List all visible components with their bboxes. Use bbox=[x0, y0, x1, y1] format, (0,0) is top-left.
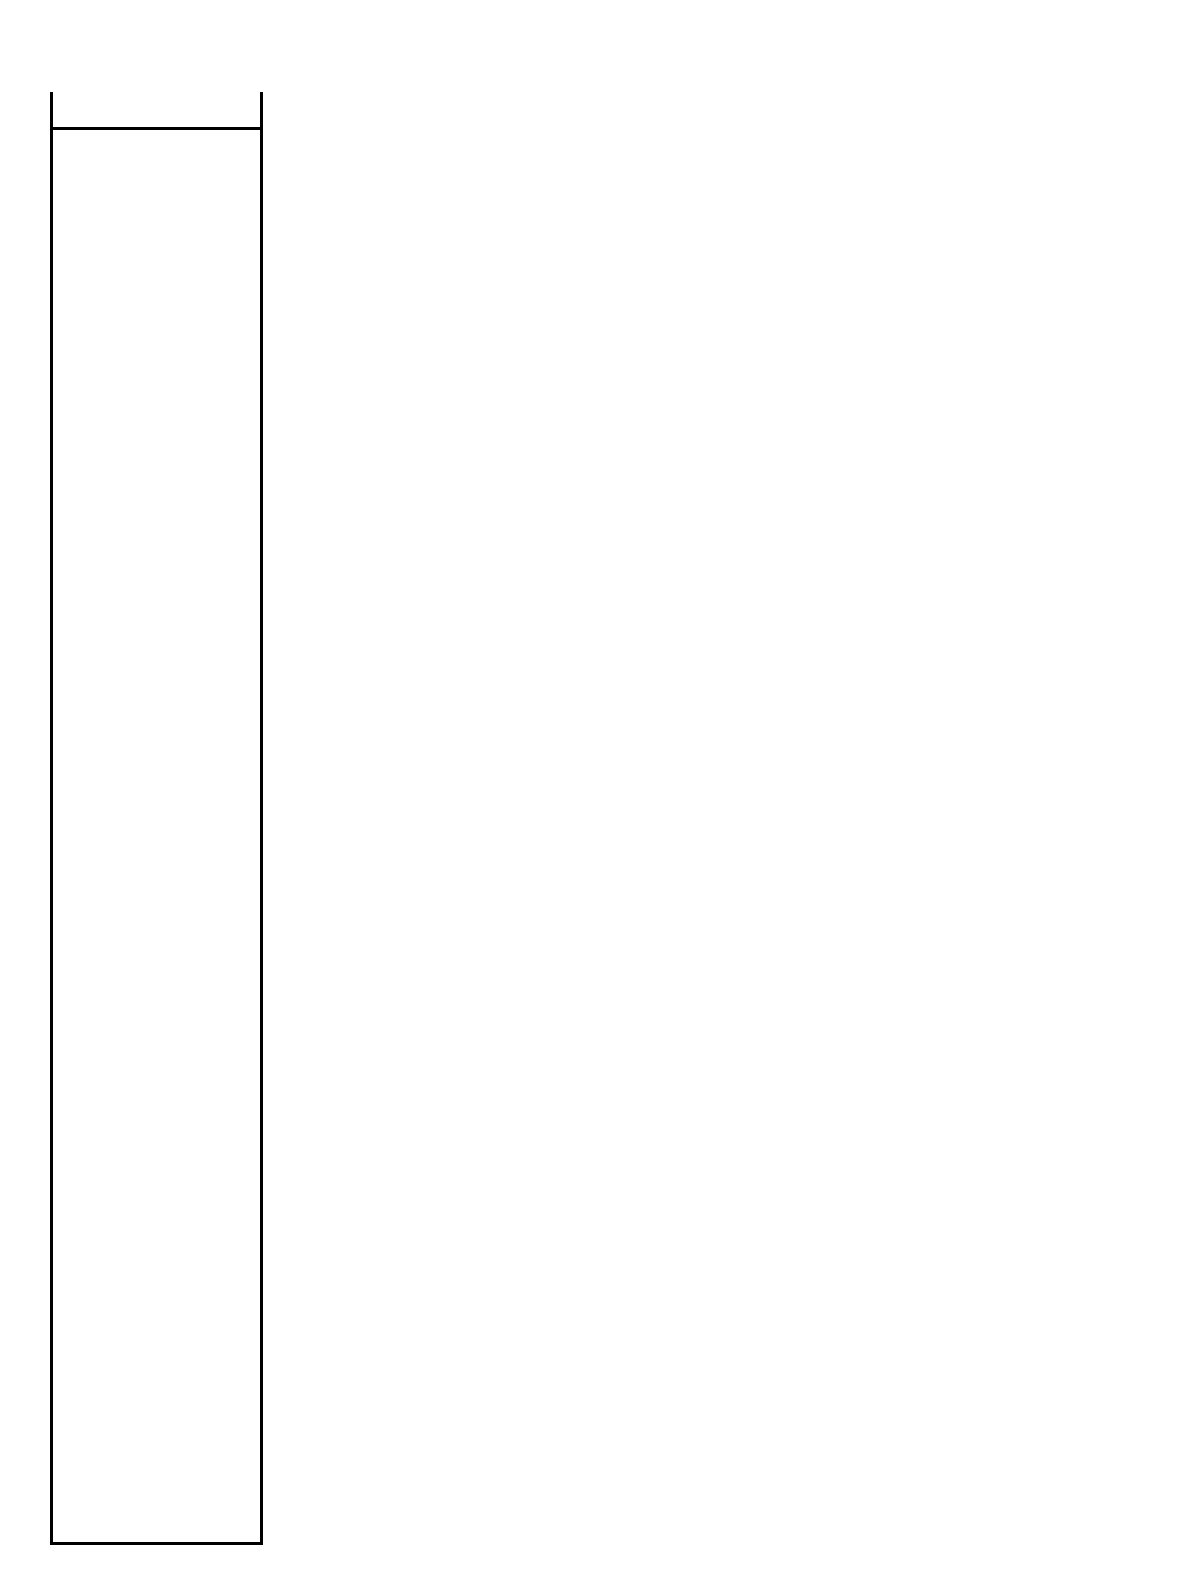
column-header-row bbox=[50, 92, 263, 127]
code-chart-body bbox=[50, 127, 263, 1545]
code-chart-grid bbox=[50, 92, 263, 1545]
